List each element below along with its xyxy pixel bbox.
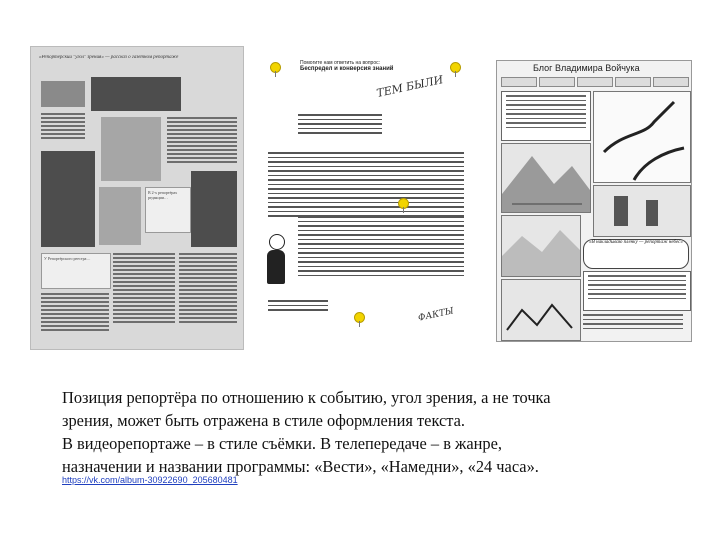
blog-title: Блог Владимира Войчука [533,63,640,73]
photo-building [191,171,237,247]
text-column [41,293,109,343]
photo-street [91,77,181,111]
caption-line: зрения, может быть отражена в стиле оформления текста. [62,411,466,430]
text-block [268,300,328,314]
text-column [179,253,237,343]
page-title [300,60,450,72]
text-column [113,253,175,343]
sketch-image [501,215,581,277]
info-box [41,253,111,289]
text-block [298,216,464,279]
pin-icon [398,198,409,209]
blog-nav [501,77,689,87]
text-block [268,152,464,220]
blog-panel [501,91,591,141]
quote-bubble: «Я накладываю пленку — репортаж небес» [583,239,689,269]
photo-figure-small [99,187,141,245]
handwritten-label: ТЕМ БЫЛИ [375,73,445,100]
title-line: Помогите нам ответить на вопрос: [300,60,380,66]
pin-icon [270,62,281,73]
text-column [41,113,85,143]
album-link[interactable]: https://vk.com/album-30922690_205680481 [62,475,238,485]
newspaper-page-thumbnail [30,46,244,350]
landscape-sketch [502,216,580,276]
sketch-image [501,143,591,213]
sketch-image [501,279,581,341]
photo-portrait [101,117,161,181]
box-caption: В 2-х репортёрах редакции… [148,190,178,200]
title-line: Беспредел и конверсия знаний [300,66,394,72]
sketch-image [593,91,691,183]
caption-line: В видеорепортаже – в стиле съёмки. В телепередаче – в жанре, [62,434,502,453]
sketch-image [593,185,691,237]
blog-page-thumbnail [496,60,692,342]
caption-line: назначении и названии программы: «Вести», «Намедни», «24 часа». [62,457,539,476]
handwritten-label: ФАКТЫ [417,306,455,324]
blog-footer [583,311,683,339]
pinned-notes-page-thumbnail [258,56,468,340]
photo-crowd [41,81,85,107]
pin-icon [354,312,365,323]
thumbnail-header: «Репортёрский "угол" зрения» — рассказ о газетном репортаже [39,55,179,60]
photo-figure [41,151,95,247]
cartoon-figure [264,234,290,294]
quote-box [145,187,191,233]
caption-text [62,386,712,478]
hands-sketch [594,92,690,182]
riders-sketch [502,280,580,340]
mountain-sketch [502,144,590,212]
caption-line: Позиция репортёра по отношению к событию, угол зрения, а не точка [62,388,551,407]
blog-panel [583,271,691,311]
box-caption: У Репортёрского реестра… [44,256,91,261]
text-block [298,114,382,137]
figures-sketch [594,186,690,236]
pin-icon [450,62,461,73]
